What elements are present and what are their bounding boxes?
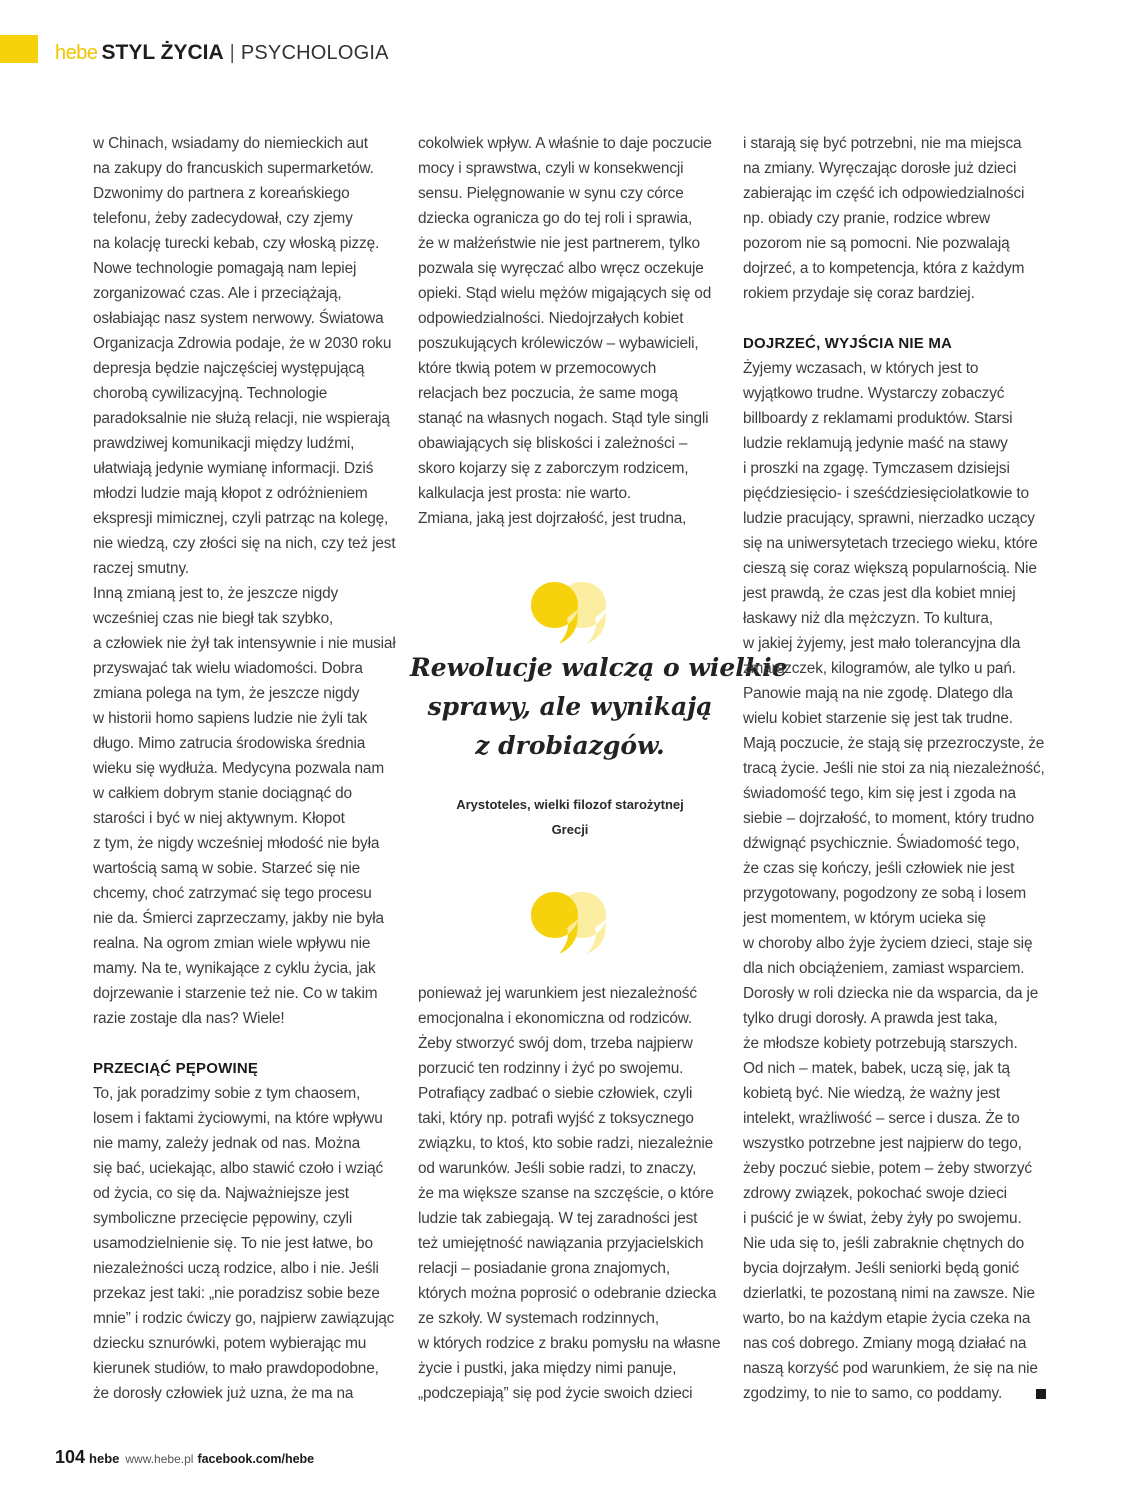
text-line: sensu. Pielęgnowanie w synu czy córce	[418, 185, 684, 202]
text-line: że dorosły człowiek już uzna, że ma na	[93, 1385, 354, 1402]
text-line: zmarszczek, kilogramów, ale tylko u pań.	[743, 660, 1016, 677]
text-line: i proszki na zgagę. Tymczasem dzisiejsi	[743, 460, 1010, 477]
text-line: nie da. Śmierci zaprzeczamy, jakby nie była	[93, 910, 384, 927]
text-line: billboardy z reklamami produktów. Starsi	[743, 410, 1013, 427]
text-line: wielu kobiet starzenie się jest tak trudne.	[743, 710, 1013, 727]
article-column-3	[743, 131, 1045, 1406]
text-line: nie mamy, zależy jednak od nas. Można	[93, 1135, 361, 1152]
text-line: emocjonalna i ekonomiczna od rodziców.	[418, 1010, 693, 1027]
text-line: że w małżeństwie nie jest partnerem, tylko	[418, 235, 700, 252]
text-line: wyjątkowo trudne. Wystarczy zobaczyć	[743, 385, 1005, 402]
text-line: pozwala się wyręczać albo wręcz oczekuje	[418, 260, 704, 277]
text-line: Żeby stworzyć swój dom, trzeba najpierw	[418, 1035, 693, 1052]
text-line: obawiających się bliskości i zależności –	[418, 435, 688, 452]
text-line: skoro kojarzy się z zaborczym rodzicem,	[418, 460, 689, 477]
text-line: stanąć na własnych nogach. Stąd tyle singli	[418, 410, 709, 427]
text-line: od życia, co się da. Najważniejsze jest	[93, 1185, 349, 1202]
text-line: żeby poczuć siebie, potem – żeby stworzyć	[743, 1160, 1032, 1177]
text-line: przygotowany, pogodzony ze sobą i losem	[743, 885, 1027, 902]
text-line: dziecku sznurówki, potem wybierając mu	[93, 1335, 367, 1352]
text-line: Dzwonimy do partnera z koreańskiego	[93, 185, 350, 202]
text-line: dojrzeć, a to kompetencja, która z każdym	[743, 260, 1025, 277]
text-line: Panowie mają na nie zgodę. Dlatego dla	[743, 685, 1013, 702]
text-line: wszystko potrzebne jest najpierw do tego,	[743, 1135, 1022, 1152]
text-line: że czas się kończy, jeśli człowiek nie jest	[743, 860, 1015, 877]
text-line: ze szkoły. W systemach rodzinnych,	[418, 1310, 659, 1327]
text-line: relacji – posiadanie grona znajomych,	[418, 1260, 670, 1277]
text-line: Dorosły w roli dziecka nie da wsparcia, da je	[743, 985, 1039, 1002]
text-line: że ma większe szanse na szczęście, o które	[418, 1185, 714, 1202]
text-line: mamy. Na te, wynikające z cyklu życia, jak	[93, 960, 376, 977]
text-line: dzierlatki, te pozostaną nimi na zawsze. Nie	[743, 1285, 1035, 1302]
text-line: paradoksalnie nie służą relacji, nie wspierają	[93, 410, 390, 427]
text-line: osłabiając nasz system nerwowy. Światowa	[93, 310, 384, 327]
text-line: odpowiedzialności. Niedojrzałych kobiet	[418, 310, 684, 327]
text-line: jest momentem, w którym ucieka się	[743, 910, 986, 927]
text-line: których można poprosić o odebranie dziecka	[418, 1285, 717, 1302]
text-line: młodzi ludzie mają kłopot z odróżnieniem	[93, 485, 368, 502]
article-column-2-top	[418, 131, 712, 531]
text-line: że młodsze kobiety potrzebują starszych.	[743, 1035, 1018, 1052]
quote-author	[420, 792, 720, 842]
article-end-mark	[1036, 1389, 1046, 1399]
text-line: i starają się być potrzebni, nie ma miejsca	[743, 135, 1022, 152]
text-line: Zmiana, jaką jest dojrzałość, jest trudna,	[418, 510, 687, 527]
text-line: symboliczne przecięcie pępowiny, czyli	[93, 1210, 353, 1227]
text-line: chorobą cywilizacyjną. Technologie	[93, 385, 328, 402]
footer-facebook-link[interactable]: facebook.com/hebe	[197, 1452, 315, 1466]
text-line: telefonu, żeby zadecydował, czy zjemy	[93, 210, 353, 227]
text-line: związku, to ktoś, kto sobie radzi, niezależnie	[418, 1135, 714, 1152]
text-line: w całkiem dobrym stanie dociągnąć do	[93, 785, 352, 802]
text-line: zgodzimy, to nie to samo, co poddamy.	[743, 1385, 1003, 1402]
pull-quote-line: Rewolucje walczą o wielkie	[410, 653, 788, 682]
text-line: Nowe technologie pomagają nam lepiej	[93, 260, 357, 277]
text-line: Inną zmianą jest to, że jeszcze nigdy	[93, 585, 339, 602]
text-line: przekaz jest taki: „nie poradzisz sobie beze	[93, 1285, 380, 1302]
text-line: się bać, uciekając, albo stawić czoło i wziąć	[93, 1160, 384, 1177]
text-line: mnie” i rodzic ćwiczy go, najpierw zawiązując	[93, 1310, 395, 1327]
footer-brand: hebe	[89, 1451, 120, 1466]
brand-logo: hebe	[55, 42, 98, 64]
text-line: intelekt, wrażliwość – serce i dusza. Że to	[743, 1110, 1020, 1127]
text-line: ponieważ jej warunkiem jest niezależność	[418, 985, 697, 1002]
text-line: razie zostaje dla nas? Wiele!	[93, 1010, 285, 1027]
text-line: usamodzielnienie się. To nie jest łatwe, bo	[93, 1235, 373, 1252]
text-line: z tym, że nigdy wcześniej młodość nie była	[93, 835, 380, 852]
pull-quote-line: sprawy, ale wynikają	[427, 692, 713, 721]
text-line: a człowiek nie żył tak intensywnie i nie musiał	[93, 635, 396, 652]
text-line: dziecka ogranicza go do tej roli i sprawia,	[418, 210, 693, 227]
text-line: ludzie tak zabiegają. W tej zaradności jest	[418, 1210, 698, 1227]
text-line: Nie uda się to, jeśli zabraknie chętnych do	[743, 1235, 1025, 1252]
text-line: warto, bo na każdym etapie życia czeka na	[743, 1310, 1031, 1327]
text-line: ułatwiają jedynie wymianę informacji. Dziś	[93, 460, 374, 477]
section-title: STYL ŻYCIA	[101, 41, 224, 64]
page-footer	[55, 1446, 314, 1470]
text-line: tylko drugi dorosły. A prawda jest taka,	[743, 1010, 998, 1027]
text-line: starości i być w niej aktywnym. Kłopot	[93, 810, 345, 827]
page-header	[55, 38, 389, 67]
text-line: Potrafiący zadbać o siebie człowiek, czyli	[418, 1085, 693, 1102]
text-line: które tkwią potem w przemocowych	[418, 360, 657, 377]
text-line: się na uniwersytetach trzeciego wieku, które	[743, 535, 1038, 552]
text-line: kalkulacja jest prosta: nie warto.	[418, 485, 632, 502]
text-line: tracą życie. Jeśli nie stoi za nią niezależność,	[743, 760, 1045, 777]
text-line: w których rodzice z braku pomysłu na własne	[418, 1335, 721, 1352]
text-line: relacjach bez poczucia, że same mogą	[418, 385, 678, 402]
text-line: świadomość tego, kim się jest i zgoda na	[743, 785, 1016, 802]
text-line: To, jak poradzimy sobie z tym chaosem,	[93, 1085, 361, 1102]
quote-mark-icon	[527, 888, 613, 954]
text-line: porzucić ten rodzinny i żyć po swojemu.	[418, 1060, 684, 1077]
text-line: życie i pustki, jaka między nimi panuje,	[418, 1360, 677, 1377]
text-line: realna. Na ogrom zmian wiele wpływu nie	[93, 935, 371, 952]
text-line: taki, który np. potrafi wyjść z toksycznego	[418, 1110, 694, 1127]
text-line: Mają poczucie, że stają się przezroczyste, że	[743, 735, 1045, 752]
text-line: rokiem przydaje się coraz bardziej.	[743, 285, 975, 302]
text-line: też umiejętność nawiązania przyjacielskich	[418, 1235, 704, 1252]
text-line: niezależności uczą rodzice, albo i nie. Jeśli	[93, 1260, 379, 1277]
text-line: i puścić je w świat, żeby żyły po swojemu.	[743, 1210, 1022, 1227]
text-line: w jakiej żyjemy, jest mało tolerancyjna dla	[743, 635, 1021, 652]
footer-website-link[interactable]: www.hebe.pl	[125, 1452, 194, 1466]
text-line: w historii homo sapiens ludzie nie żyli tak	[93, 710, 368, 727]
pull-quote	[410, 648, 788, 765]
text-line: poszukujących królewiczów – wybawicieli,	[418, 335, 699, 352]
text-line: siebie – dojrzałość, to moment, który trudno	[743, 810, 1035, 827]
text-line: dźwignąć psychicznie. Świadomość tego,	[743, 835, 1020, 852]
text-line: pozorom nie są pomocni. Nie pozwalają	[743, 235, 1010, 252]
text-line: łaskawy niż dla mężczyzn. To kultura,	[743, 610, 993, 627]
text-line: pięćdziesięcio- i sześćdziesięciolatkowie to	[743, 485, 1029, 502]
text-line: kierunek studiów, to mało prawdopodobne,	[93, 1360, 379, 1377]
text-line: ekspresji mimicznej, czyli patrząc na kolegę,	[93, 510, 389, 527]
subsection-title: PSYCHOLOGIA	[240, 42, 389, 64]
pull-quote-line: z drobiazgów.	[475, 731, 665, 760]
text-line: cokolwiek wpływ. A właśnie to daje poczucie	[418, 135, 712, 152]
text-line: jest prawdą, że czas jest dla kobiet mniej	[743, 585, 1016, 602]
text-line: dojrzewanie i starzenie też nie. Co w takim	[93, 985, 378, 1002]
text-line: Od nich – matek, babek, uczą się, jak tą	[743, 1060, 1010, 1077]
text-line: depresja będzie najczęściej występującą	[93, 360, 365, 377]
text-line: wartością samą w sobie. Starzeć się nie	[93, 860, 361, 877]
text-line: długo. Mimo zatrucia środowiska średnia	[93, 735, 366, 752]
page-number: 104	[55, 1447, 86, 1467]
text-line: raczej smutny.	[93, 560, 189, 577]
text-line: nie wiedzą, czy złości się na nich, czy też jest	[93, 535, 396, 552]
article-column-1	[93, 131, 396, 1406]
text-line: kobietą być. Nie wiedzą, że ważny jest	[743, 1085, 1000, 1102]
text-line: „podczepiają” się pod życie swoich dzieci	[418, 1385, 693, 1402]
text-line: Organizacja Zdrowia podaje, że w 2030 roku	[93, 335, 392, 352]
text-line: mocy i sprawstwa, czyli w konsekwencji	[418, 160, 684, 177]
text-line: w choroby albo żyje życiem dzieci, staje się	[743, 935, 1033, 952]
text-line: dla nich obciążeniem, zamiast wsparciem.	[743, 960, 1025, 977]
header-separator: |	[229, 42, 235, 64]
quote-author-line: Arystoteles, wielki filozof starożytnej	[456, 797, 684, 812]
text-line: naszą korzyść pod warunkiem, że się na nie	[743, 1360, 1038, 1377]
text-line: zmiana polega na tym, że jeszcze nigdy	[93, 685, 360, 702]
text-line: zorganizować czas. Ale i przeciążają,	[93, 285, 342, 302]
section-color-tab	[0, 35, 38, 63]
text-line: prawdziwej komunikacji między ludźmi,	[93, 435, 355, 452]
text-line: opieki. Stąd wielu mężów migających się od	[418, 285, 712, 302]
text-line: np. obiady czy pranie, rodzice wbrew	[743, 210, 990, 227]
text-line: w Chinach, wsiadamy do niemieckich aut	[93, 135, 368, 152]
text-line: przyswajać tak wielu wiadomości. Dobra	[93, 660, 363, 677]
text-line: cieszą się coraz większą popularnością. Nie	[743, 560, 1037, 577]
section-heading: DOJRZEĆ, WYJŚCIA NIE MA	[743, 335, 953, 352]
text-line: wieku się wydłuża. Medycyna pozwala nam	[93, 760, 384, 777]
text-line: Żyjemy wczasach, w których jest to	[743, 360, 979, 377]
text-line: ludzie pracujący, sprawni, nierzadko uczący	[743, 510, 1035, 527]
text-line: ludzie reklamują jedynie maść na stawy	[743, 435, 1008, 452]
quote-author-line: Grecji	[551, 822, 589, 837]
text-line: wcześniej czas nie biegł tak szybko,	[93, 610, 334, 627]
section-heading: PRZECIĄĆ PĘPOWINĘ	[93, 1060, 259, 1077]
text-line: chcemy, choć zatrzymać się tego procesu	[93, 885, 372, 902]
text-line: zabierając im część ich odpowiedzialności	[743, 185, 1025, 202]
text-line: zdrowy związek, pokochać swoje dzieci	[743, 1185, 1007, 1202]
text-line: na kolację turecki kebab, czy włoską pizzę.	[93, 235, 380, 252]
text-line: losem i faktami życiowymi, na które wpływu	[93, 1110, 383, 1127]
text-line: od warunków. Jeśli sobie radzi, to znaczy,	[418, 1160, 697, 1177]
text-line: nas coś dobrego. Zmiany mogą działać na	[743, 1335, 1027, 1352]
text-line: na zmiany. Wyręczając dorosłe już dzieci	[743, 160, 1017, 177]
text-line: na zakupy do francuskich supermarketów.	[93, 160, 374, 177]
quote-mark-icon	[527, 578, 613, 644]
text-line: bycia dojrzałym. Jeśli seniorki będą gonić	[743, 1260, 1019, 1277]
article-column-2-bottom	[418, 981, 720, 1406]
